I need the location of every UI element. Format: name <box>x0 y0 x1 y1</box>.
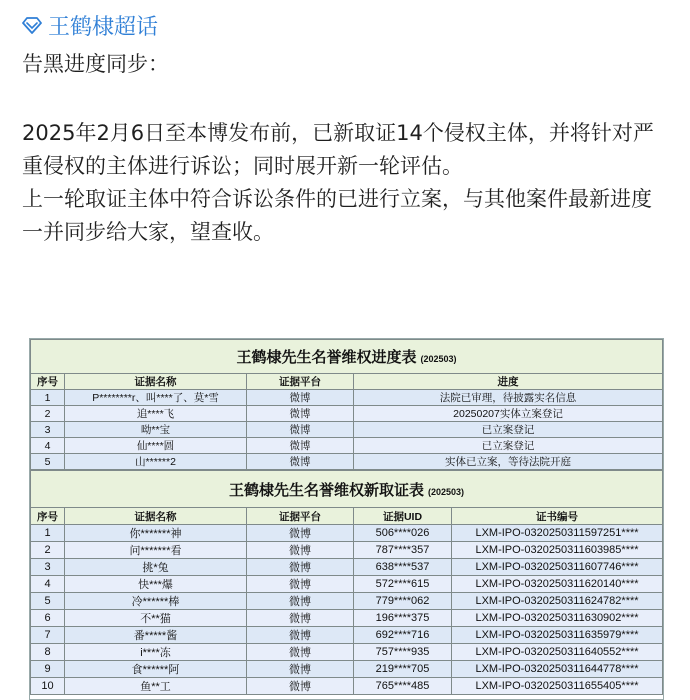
evidence-cell: 219****705 <box>354 661 452 678</box>
evidence-cell: LXM-IPO-0320250311607746**** <box>452 559 663 576</box>
evidence-cell: 快***爆 <box>65 576 247 593</box>
evidence-table-row <box>31 661 663 678</box>
progress-cell: 呦**宝 <box>65 422 247 438</box>
evidence-cell: LXM-IPO-0320250311597251**** <box>452 525 663 542</box>
progress-table <box>30 339 663 470</box>
progress-table-title: 王鹤棣先生名誉维权进度表 (202503) <box>31 340 663 374</box>
evidence-cell: LXM-IPO-0320250311640552**** <box>452 644 663 661</box>
evidence-cell: 微博 <box>247 644 354 661</box>
evidence-cell: LXM-IPO-0320250311624782**** <box>452 593 663 610</box>
progress-table-row <box>31 454 663 470</box>
evidence-cell: 微博 <box>247 576 354 593</box>
post-image-spreadsheet[interactable] <box>29 338 664 700</box>
evidence-table-row <box>31 644 663 661</box>
progress-header-cell: 证据平台 <box>247 374 354 390</box>
evidence-header-cell: 证据平台 <box>247 508 354 525</box>
evidence-table-row <box>31 678 663 695</box>
progress-cell: 山******2 <box>65 454 247 470</box>
progress-header-cell: 序号 <box>31 374 65 390</box>
evidence-table-row <box>31 593 663 610</box>
progress-header-cell: 证据名称 <box>65 374 247 390</box>
evidence-cell: LXM-IPO-0320250311644778**** <box>452 661 663 678</box>
evidence-cell: LXM-IPO-0320250311635979**** <box>452 627 663 644</box>
topic-name: 王鹤棣超话 <box>48 14 159 40</box>
evidence-cell: 1 <box>31 525 65 542</box>
evidence-cell: 9 <box>31 661 65 678</box>
evidence-cell: 3 <box>31 559 65 576</box>
progress-cell: 追****飞 <box>65 406 247 422</box>
evidence-cell: 问*******看 <box>65 542 247 559</box>
evidence-table-row <box>31 525 663 542</box>
progress-cell: 5 <box>31 454 65 470</box>
progress-cell: 微博 <box>247 454 354 470</box>
evidence-cell: 微博 <box>247 542 354 559</box>
evidence-cell: 挑*兔 <box>65 559 247 576</box>
evidence-cell: 757****935 <box>354 644 452 661</box>
post-paragraph-2: 上一轮取证主体中符合诉讼条件的已进行立案，与其他案件最新进度一并同步给大家，望查收。 <box>22 187 652 244</box>
progress-cell: P********r、叫****了、莫*雪 <box>65 390 247 406</box>
evidence-cell: 779****062 <box>354 593 452 610</box>
evidence-cell: 不**猫 <box>65 610 247 627</box>
progress-cell: 4 <box>31 438 65 454</box>
evidence-table-row <box>31 559 663 576</box>
progress-cell: 法院已审理，待披露实名信息 <box>354 390 663 406</box>
evidence-cell: 6 <box>31 610 65 627</box>
progress-cell: 2 <box>31 406 65 422</box>
progress-cell: 已立案登记 <box>354 438 663 454</box>
evidence-cell: 食******阿 <box>65 661 247 678</box>
evidence-cell: 5 <box>31 593 65 610</box>
evidence-cell: 微博 <box>247 593 354 610</box>
progress-cell: 已立案登记 <box>354 422 663 438</box>
post-line-1: 告黑进度同步： <box>22 52 169 76</box>
progress-cell: 3 <box>31 422 65 438</box>
progress-cell: 20250207实体立案登记 <box>354 406 663 422</box>
progress-table-row <box>31 422 663 438</box>
evidence-cell: 微博 <box>247 678 354 695</box>
evidence-header-cell: 证据名称 <box>65 508 247 525</box>
evidence-cell: 692****716 <box>354 627 452 644</box>
evidence-cell: 10 <box>31 678 65 695</box>
evidence-table-title: 王鹤棣先生名誉维权新取证表 (202503) <box>31 471 663 508</box>
evidence-cell: 你*******神 <box>65 525 247 542</box>
evidence-cell: 微博 <box>247 525 354 542</box>
evidence-cell: 4 <box>31 576 65 593</box>
evidence-cell: 572****615 <box>354 576 452 593</box>
progress-cell: 微博 <box>247 390 354 406</box>
evidence-table-row <box>31 542 663 559</box>
evidence-cell: 765****485 <box>354 678 452 695</box>
evidence-cell: 506****026 <box>354 525 452 542</box>
evidence-table-row <box>31 610 663 627</box>
evidence-table-row <box>31 627 663 644</box>
diamond-icon <box>22 16 42 34</box>
progress-cell: 微博 <box>247 422 354 438</box>
super-topic-link[interactable] <box>22 9 158 41</box>
evidence-cell: 鱼**工 <box>65 678 247 695</box>
evidence-cell: LXM-IPO-0320250311620140**** <box>452 576 663 593</box>
evidence-table-row <box>31 576 663 593</box>
evidence-cell: LXM-IPO-0320250311603985**** <box>452 542 663 559</box>
evidence-cell: 番*****酱 <box>65 627 247 644</box>
evidence-cell: 微博 <box>247 661 354 678</box>
progress-cell: 实体已立案，等待法院开庭 <box>354 454 663 470</box>
evidence-cell: 638****537 <box>354 559 452 576</box>
evidence-header-cell: 证书编号 <box>452 508 663 525</box>
evidence-cell: 7 <box>31 627 65 644</box>
evidence-header-cell: 序号 <box>31 508 65 525</box>
progress-table-row <box>31 438 663 454</box>
evidence-cell: i****冻 <box>65 644 247 661</box>
evidence-cell: LXM-IPO-0320250311655405**** <box>452 678 663 695</box>
evidence-header-cell: 证据UID <box>354 508 452 525</box>
evidence-cell: 微博 <box>247 610 354 627</box>
evidence-cell: 787****357 <box>354 542 452 559</box>
evidence-cell: 微博 <box>247 627 354 644</box>
progress-table-row <box>31 390 663 406</box>
evidence-cell: LXM-IPO-0320250311630902**** <box>452 610 663 627</box>
evidence-cell: 微博 <box>247 559 354 576</box>
evidence-table <box>30 470 663 695</box>
post-body <box>22 48 672 249</box>
progress-cell: 仙****圆 <box>65 438 247 454</box>
evidence-cell: 8 <box>31 644 65 661</box>
evidence-cell: 冷******棒 <box>65 593 247 610</box>
evidence-cell: 2 <box>31 542 65 559</box>
post-paragraph-1: 2025年2月6日至本博发布前，已新取证14个侵权主体，并将针对严重侵权的主体进行诉讼；同时展开新一轮评估。 <box>22 121 654 178</box>
evidence-cell: 196****375 <box>354 610 452 627</box>
progress-cell: 微博 <box>247 438 354 454</box>
progress-table-row <box>31 406 663 422</box>
progress-header-cell: 进度 <box>354 374 663 390</box>
progress-cell: 微博 <box>247 406 354 422</box>
progress-cell: 1 <box>31 390 65 406</box>
